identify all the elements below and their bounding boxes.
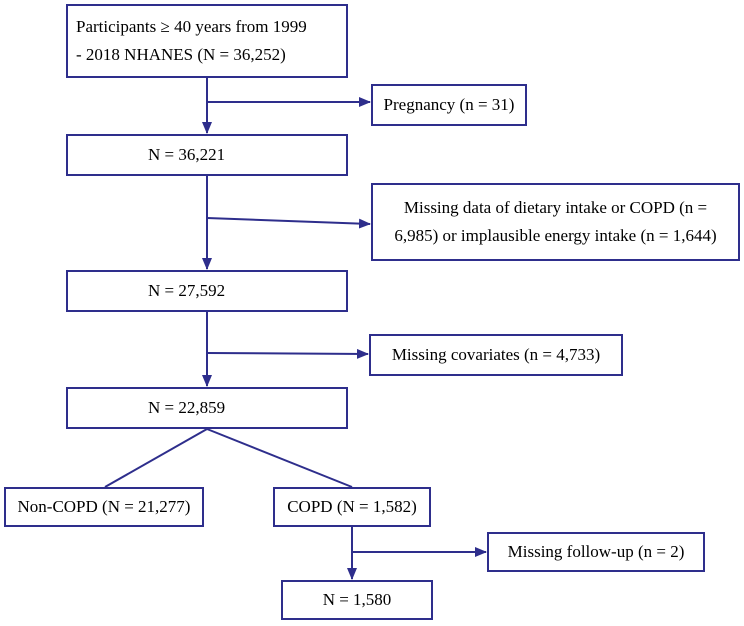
box-copd <box>273 487 431 527</box>
box-missing-dietary-line1: Missing data of dietary intake or COPD (n = <box>403 198 708 217</box>
box-participants-line2: - 2018 NHANES (N = 36,252) <box>76 45 286 64</box>
box-n-27592-label: N = 27,592 <box>148 281 226 300</box>
box-n-27592 <box>66 270 348 312</box>
box-missing-followup <box>487 532 705 572</box>
box-missing-covariates-label: Missing covariates (n = 4,733) <box>391 345 601 364</box>
box-non-copd-label: Non-COPD (N = 21,277) <box>17 497 191 516</box>
box-n-22859-label: N = 22,859 <box>148 398 226 417</box>
box-n-36221-label: N = 36,221 <box>148 145 226 164</box>
box-n-1580-label: N = 1,580 <box>322 590 392 609</box>
box-n-22859 <box>66 387 348 429</box>
arrow-to-missing-covariates <box>207 353 368 354</box>
box-pregnancy <box>371 84 527 126</box>
branch-to-non-copd <box>105 429 207 487</box>
box-missing-dietary <box>371 183 740 261</box>
box-copd-label: COPD (N = 1,582) <box>287 497 417 516</box>
arrow-to-missing-dietary <box>207 218 370 224</box>
box-participants-line1: Participants ≥ 40 years from 1999 <box>76 17 307 36</box>
box-missing-covariates <box>369 334 623 376</box>
branch-to-copd <box>207 429 352 487</box>
box-non-copd <box>4 487 204 527</box>
box-participants <box>66 4 348 78</box>
box-pregnancy-label: Pregnancy (n = 31) <box>383 95 515 114</box>
box-missing-dietary-line2: 6,985) or implausible energy intake (n = 1,644) <box>394 226 717 245</box>
box-n-36221 <box>66 134 348 176</box>
box-n-1580 <box>281 580 433 620</box>
box-missing-followup-label: Missing follow-up (n = 2) <box>507 542 685 561</box>
